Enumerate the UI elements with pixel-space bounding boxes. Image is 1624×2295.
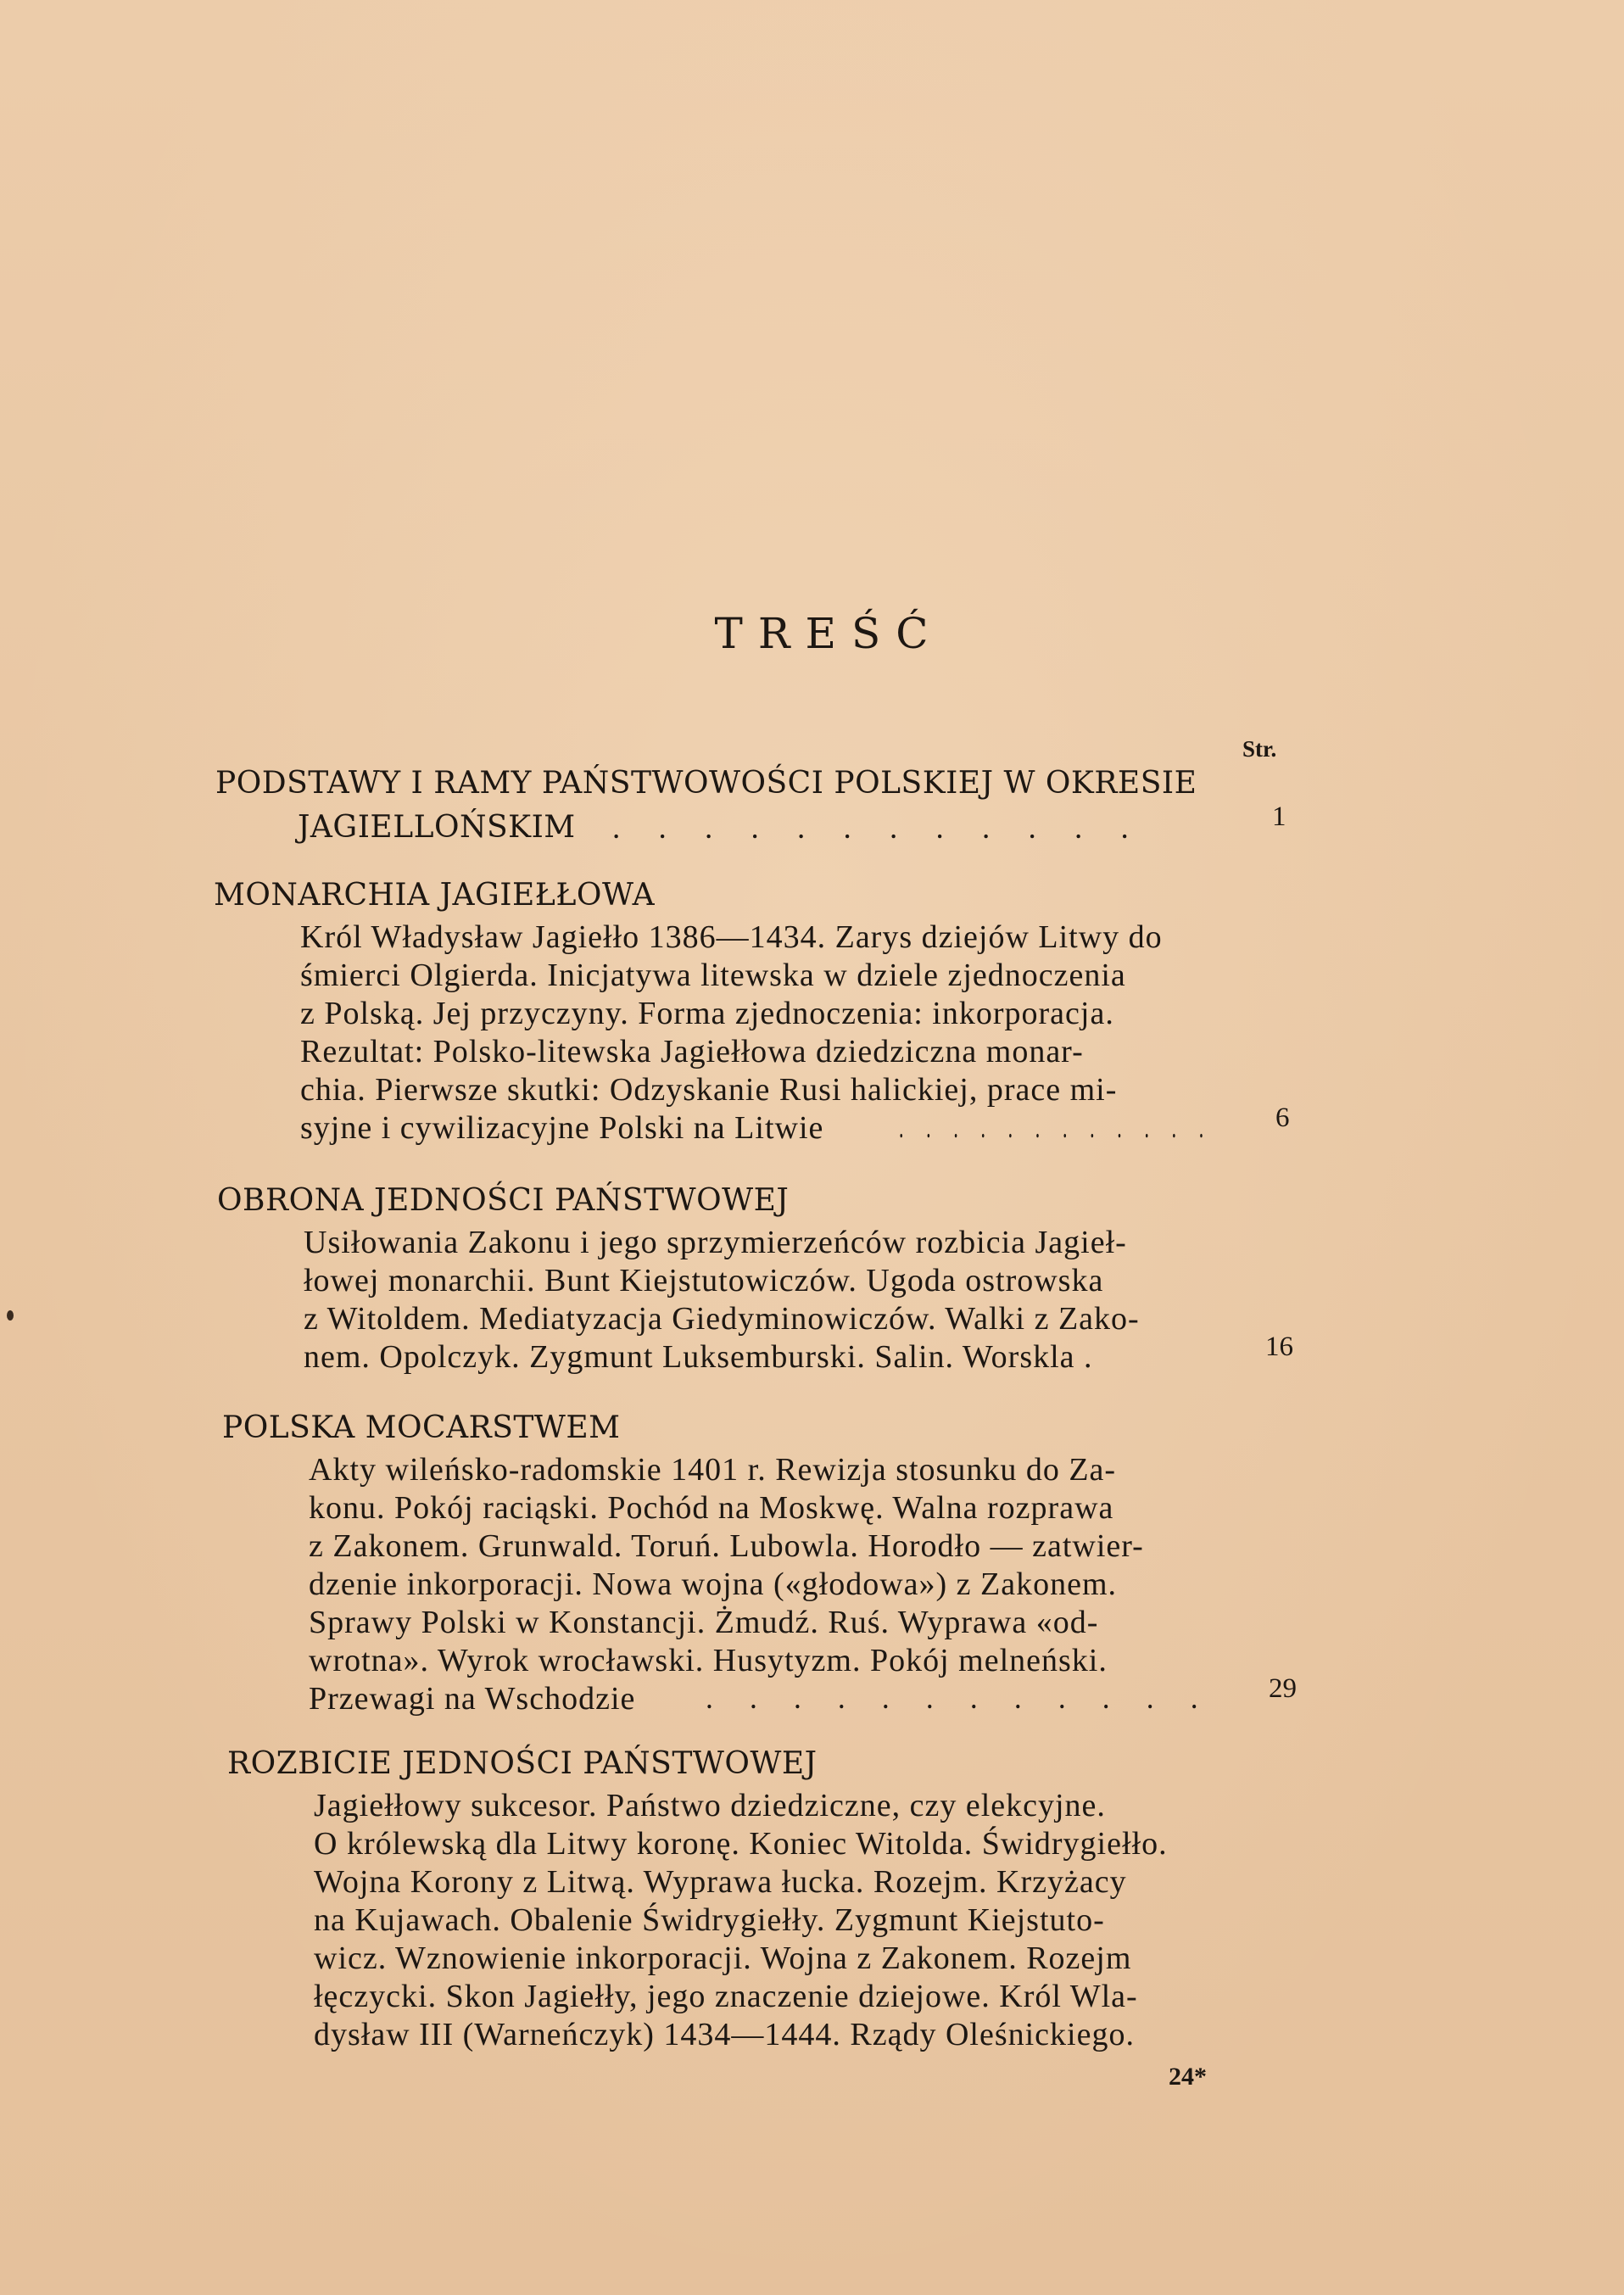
section-3-page-number: 16: [1265, 1332, 1293, 1362]
section-2-body-line-6: syjne i cywilizacyjne Polski na Litwie: [300, 1110, 824, 1146]
section-3-body-line-2: łowej monarchii. Bunt Kiejstutowiczów. Ugoda ostrowska: [304, 1263, 1104, 1298]
section-3-body-line-3: z Witoldem. Mediatyzacja Giedyminowiczów. Walki z Zako-: [304, 1301, 1140, 1337]
section-4-body-line-5: Sprawy Polski w Konstancji. Żmudź. Ruś. Wyprawa «od-: [309, 1605, 1099, 1640]
section-5-body-line-3: Wojna Korony z Litwą. Wyprawa łucka. Rozejm. Krzyżacy: [314, 1864, 1127, 1900]
section-2-body-line-3: z Polską. Jej przyczyny. Forma zjednoczenia: inkorporacja.: [300, 996, 1114, 1031]
footer-signature: 24*: [1169, 2063, 1207, 2091]
section-1-heading-line-1: PODSTAWY I RAMY PAŃSTWOWOŚCI POLSKIEJ W OKRESIE: [215, 766, 1197, 801]
section-4-page-number: 29: [1269, 1673, 1297, 1704]
section-4-body-line-7: Przewagi na Wschodzie: [309, 1681, 636, 1717]
leader-dots: . . . . . . . . . . . .: [612, 811, 1144, 846]
section-5-body-line-7: dysław III (Warneńczyk) 1434—1444. Rządy Oleśnickiego.: [314, 2017, 1135, 2052]
leader-dots: . . . . . . . . . . . .: [899, 1110, 1213, 1145]
section-4-body-line-6: wrotna». Wyrok wrocławski. Husytyzm. Pokój melneński.: [309, 1643, 1108, 1678]
section-2-page-number: 6: [1275, 1103, 1290, 1133]
section-4-body-line-2: konu. Pokój raciąski. Pochód na Moskwę. Walna rozprawa: [309, 1490, 1114, 1526]
section-3-heading: OBRONA JEDNOŚCI PAŃSTWOWEJ: [217, 1183, 790, 1218]
section-5-body-line-5: wicz. Wznowienie inkorporacji. Wojna z Zakonem. Rozejm: [314, 1940, 1132, 1976]
section-1-heading-line-2: JAGIELLOŃSKIM: [298, 810, 576, 845]
section-1-page-number: 1: [1272, 801, 1286, 832]
section-5-body-line-1: Jagiełłowy sukcesor. Państwo dziedziczne, czy elekcyjne.: [314, 1788, 1106, 1823]
section-4-body-line-1: Akty wileńsko-radomskie 1401 r. Rewizja stosunku do Za-: [309, 1452, 1117, 1488]
leader-dots: . . . . . . . . . . . .: [706, 1681, 1213, 1716]
section-4-heading: POLSKA MOCARSTWEM: [222, 1410, 621, 1445]
section-3-body-line-1: Usiłowania Zakonu i jego sprzymierzeńców rozbicia Jagieł-: [304, 1225, 1127, 1260]
section-5-heading: ROZBICIE JEDNOŚCI PAŃSTWOWEJ: [227, 1746, 818, 1781]
section-2-heading: MONARCHIA JAGIEŁŁOWA: [214, 878, 656, 913]
page-column-label: Str.: [1242, 736, 1277, 762]
section-4-body-line-4: dzenie inkorporacji. Nowa wojna («głodowa») z Zakonem.: [309, 1566, 1118, 1602]
section-3-body-line-4: nem. Opolczyk. Zygmunt Luksemburski. Salin. Worskla .: [304, 1339, 1093, 1375]
section-2-body-line-5: chia. Pierwsze skutki: Odzyskanie Rusi halickiej, prace mi-: [300, 1072, 1118, 1108]
section-4-body-line-3: z Zakonem. Grunwald. Toruń. Lubowla. Horodło — zatwier-: [309, 1528, 1144, 1564]
section-2-body-line-4: Rezultat: Polsko-litewska Jagiełłowa dziedziczna monar-: [300, 1034, 1084, 1069]
page-title: TREŚĆ: [714, 609, 944, 658]
section-5-body-line-6: łęczycki. Skon Jagiełły, jego znaczenie dziejowe. Król Wla-: [314, 1979, 1138, 2014]
section-2-body-line-1: Król Władysław Jagiełło 1386—1434. Zarys dziejów Litwy do: [300, 919, 1163, 955]
section-5-body-line-4: na Kujawach. Obalenie Świdrygiełły. Zygmunt Kiejstuto-: [314, 1902, 1105, 1938]
section-2-body-line-2: śmierci Olgierda. Inicjatywa litewska w dziele zjednoczenia: [300, 958, 1126, 993]
section-5-body-line-2: O królewską dla Litwy koronę. Koniec Witolda. Świdrygiełło.: [314, 1826, 1168, 1862]
paper-speck: [7, 1310, 14, 1321]
